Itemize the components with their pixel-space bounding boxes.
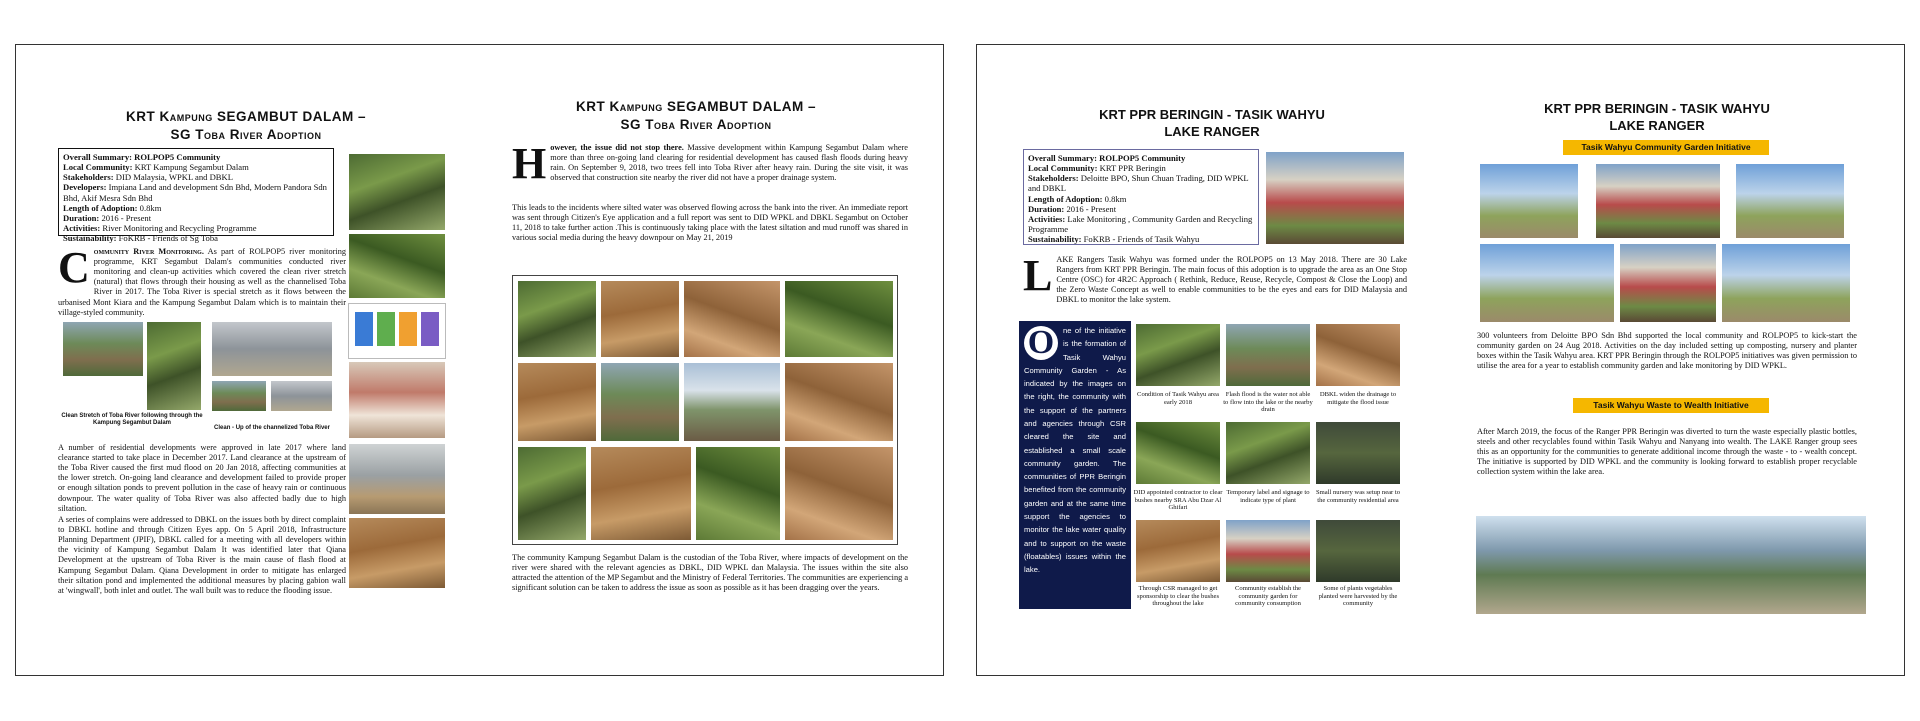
p1-photo-meeting [348, 361, 446, 439]
p3-local-value: KRT PPR Beringin [1099, 163, 1166, 174]
p4-photo-1 [1479, 163, 1579, 239]
p2-photo-9 [517, 446, 587, 541]
p1-stakeholders-label: Stakeholders: [63, 172, 114, 183]
p3-length-value: 0.8km [1104, 193, 1127, 204]
p2-photo-6 [600, 362, 680, 442]
p3-activities-label: Activities: [1028, 213, 1066, 224]
p1-photo-app-screens [348, 303, 446, 359]
p3-photo-4 [1135, 421, 1221, 485]
page3-title [1087, 107, 1337, 141]
p1-photo-cleanup-3 [270, 380, 333, 412]
page2-title-line1: KRT Kampung SEGAMBUT DALAM – [576, 99, 816, 114]
p1-para1: As part of ROLPOP5 river monitoring programme, KRT Segambut Dalam's communities conducted river monitoring and clean-up activities which covered the clean river stretch (natural) that flows through their housing as well as the channelised Toba River in 2017. The Toba River is special stretch as it flows between the urbanised Mont Kiara and the Kampung Segambut Dalam which is to maintain their village-styled community. [58, 247, 346, 317]
page2-title [536, 98, 856, 133]
page4-title [1532, 101, 1782, 135]
page1-title [86, 108, 406, 143]
p1-activities-label: Activities: [63, 222, 101, 233]
p1-sustainability-value: FoKRB - Friends of Sg Toba [118, 233, 218, 244]
p3-activities-value: Lake Monitoring , Community Garden and Recycling Programme [1028, 213, 1253, 234]
p1-length-label: Length of Adoption: [63, 202, 138, 213]
p3-photo-8 [1225, 519, 1311, 583]
p1-local-label: Local Community: [63, 162, 133, 173]
page1-paragraph2: A number of residential developments were approved in late 2017 where land clearance started to take place in December 2017. Land clearance at the upstream of the Toba River caused the first mud flood on 20 Jan 2018, affecting communities at the lower stretch. On-going land clearance and development failed to provide proper or enough siltation ponds to prevent pollution in the case of heavy rain or continuous downpour. The water quality of Toba River was also affected badly due to high siltation. [58, 443, 346, 513]
page1-intro-paragraph [58, 243, 346, 318]
p1-caption-clean-stretch: Clean Stretch of Toba River following through the Kampung Segambut Dalam [61, 413, 203, 426]
p3-caption-8: Community establish the community garden for community consumption [1235, 585, 1301, 608]
p3-photo-2 [1225, 323, 1311, 387]
p1-photo-forest [348, 233, 446, 299]
p3-duration-value: 2016 - Present [1066, 203, 1117, 214]
p3-photo-1 [1135, 323, 1221, 387]
page4-paragraph1: 300 volunteers from Deloitte BPO Sdn Bhd supported the local community and ROLPOP5 to kick-start the community garden on 24 Aug 2018. Activities on the day included setting up composting, nursery and planter boxes within the Tasik Wahyu area. KRT PPR Beringin through the ROLPOP5 initiatives was given permission to utilise the area for a year to establish community garden and lake monitoring by DID WPKL. [1477, 331, 1857, 371]
page4-title-line1: KRT PPR BERINGIN - TASIK WAHYU [1544, 101, 1770, 116]
p1-activities-value: River Monitoring and Recycling Programme [102, 222, 257, 233]
p3-duration-label: Duration: [1028, 203, 1065, 214]
p2-photo-5 [517, 362, 597, 442]
left-spread [15, 44, 944, 676]
p3-caption-3: DBKL widen the drainage to mitigate the flood issue [1319, 391, 1397, 406]
p1-photo-cleanup-2 [211, 380, 267, 412]
p3-caption-2: Flash flood is the water not able to flow into the lake or the nearby drain [1223, 391, 1313, 414]
page2-paragraph1 [512, 139, 908, 188]
p3-box-dropcap: O [1024, 326, 1058, 360]
p3-photo-rangers-group [1265, 151, 1405, 245]
p3-photo-5 [1225, 421, 1311, 485]
p3-photo-9 [1315, 519, 1401, 583]
p3-caption-4: DID appointed contractor to clear bushes nearby SRA Abu Dzar Al Ghifari [1133, 489, 1223, 512]
p1-photo-clean-stretch-1 [62, 321, 144, 377]
p1-photo-gabion-wall [348, 443, 446, 515]
p1-photo-creek [348, 153, 446, 231]
p1-overall-label: Overall Summary: ROLPOP5 Community [63, 152, 221, 162]
right-spread [976, 44, 1905, 676]
p2-para1: Massive development within Kampung Segambut Dalam where more than three on-going land clearing for residential development has caused flash floods during heavy rain. On September 9, 2018, two trees fell into Toba River after heavy rain. During the site visit, it was observed that construction site nearby the river did not have a proper drainage system. [550, 143, 908, 183]
page1-title-line2: SG Toba River Adoption [170, 126, 322, 142]
page1-summary-box [58, 148, 334, 244]
p3-stakeholders-label: Stakeholders: [1028, 173, 1079, 184]
p3-sustainability-value: FoKRB - Friends of Tasik Wahyu [1083, 234, 1200, 245]
p2-photo-1 [517, 280, 597, 358]
p1-developers-label: Developers: [63, 182, 107, 193]
p1-dropcap: C [58, 243, 90, 292]
page2-title-line2: SG Toba River Adoption [620, 116, 772, 132]
p2-photo-10 [590, 446, 692, 541]
p4-photo-5 [1619, 243, 1717, 323]
p3-caption-1: Condition of Tasik Wahyu area early 2018 [1137, 391, 1219, 406]
page3-title-line1: KRT PPR BERINGIN - TASIK WAHYU [1099, 107, 1325, 122]
p1-local-value: KRT Kampung Segambut Dalam [134, 162, 249, 173]
p2-para1-lead: owever, the issue did not stop there. [550, 143, 684, 152]
p2-photo-8 [784, 362, 894, 442]
p3-box-text: ne of the initiative is the formation of Tasik Wahyu Community Garden - As indicated by the images on the right, the community with the support of the partners and agencies through CSR cleared the site and established a small scale community garden. The communities of PPR Beringin benefited from the community garden and at the same time support the agencies to monitor the lake water quality and to support on the waste (floatables) issues within the lake. [1024, 326, 1126, 575]
page3-community-garden-box [1019, 321, 1131, 609]
p3-caption-7: Through CSR managed to get sponsorship to clear the bushes throughout the lake [1136, 585, 1220, 608]
page3-paragraph1 [1023, 251, 1407, 306]
p1-para1-lead: ommunity River Monitoring. [93, 247, 204, 256]
p1-duration-label: Duration: [63, 212, 100, 223]
p1-stakeholders-value: DID Malaysia, WPKL and DBKL [115, 172, 233, 183]
p2-photo-7 [683, 362, 781, 442]
p3-photo-6 [1315, 421, 1401, 485]
p4-photo-6 [1721, 243, 1851, 323]
p2-photo-11 [695, 446, 781, 541]
p3-length-label: Length of Adoption: [1028, 193, 1103, 204]
page4-banner-community-garden: Tasik Wahyu Community Garden Initiative [1563, 140, 1769, 155]
p3-caption-5: Temporary label and signage to indicate type of plant [1226, 489, 1310, 504]
p1-sustainability-label: Sustainability: [63, 233, 117, 244]
page1-paragraph3: A series of complains were addressed to DBKL on the issues both by direct complaint to DBKL hotline and through Citizen Eyes app. On 5 April 2018, Infrastructure Planning Department (JPIF), DBKL called for a meeting with all developers within the vicinity of Kampung Segambut Dalam It was identified later that Qiana Development at the upstream of Toba River is the main cause of flash flood at Kampung Segambut Dalam. Qiana Development in order to mitigate has enlarged their siltation pond and implemented the additional measures by placing gabion wall at 'wingwall', both inlet and outlet. The wall built was to reduce the flooding issue. [58, 515, 346, 595]
p3-overall-label: Overall Summary: ROLPOP5 Community [1028, 153, 1186, 163]
p1-caption-cleanup: Clean - Up of the channelized Toba River [214, 425, 330, 431]
p4-photo-2 [1595, 163, 1721, 239]
p3-stakeholders-value: Deloitte BPO, Shun Chuan Trading, DID WPKL and DBKL [1028, 173, 1249, 194]
page2-paragraph2: This leads to the incidents where silted water was observed flowing across the bank into the river. An immediate report was sent through Citizen's Eye application and a full report was sent to DID WPKL and DBKL Segambut on October 11, 2018 to take further action .This is continuously taking place with the latest siltation and mud runoff was shared in various social media during the heavy downpour on May 21, 2019 [512, 203, 908, 243]
p3-local-label: Local Community: [1028, 163, 1098, 174]
p1-photo-clean-stretch-2 [146, 321, 202, 411]
p3-photo-3 [1315, 323, 1401, 387]
page4-paragraph2: After March 2019, the focus of the Ranger PPR Beringin was diverted to turn the waste especially plastic bottles, steels and other recyclables found within Tasik Wahyu and Nanyang into wealth. The LAKE Ranger group sees this as an opportunity for the communities to generate additional income through the waste - to - wealth concept. The initiative is supported by DID WPKL and the community is looking forward to establish proper recyclable collection system within the lake area. [1477, 427, 1857, 477]
page4-title-line2: LAKE RANGER [1609, 117, 1705, 133]
p1-photo-construction [348, 517, 446, 589]
p3-caption-9: Some of plants vegetables planted were harvested by the community [1318, 585, 1398, 608]
p3-caption-6: Small nursery was setup near to the community residential area [1315, 489, 1401, 504]
p3-sustainability-label: Sustainability: [1028, 234, 1082, 245]
p4-photo-lake-panorama [1475, 515, 1867, 615]
p3-para1: AKE Rangers Tasik Wahyu was formed under the ROLPOP5 on 13 May 2018. There are 30 Lake Rangers from KRT PPR Beringin. The main focus of this adoption is to upgrade the area as an One Stop Centre (OSC) for 4R2C Approach ( Rethink, Reduce, Reuse, Recycle, Compost & Close the Loop) and the Zero Waste Concept as well to enable communities to be the eyes and ears for DID Malaysia and DBKL to monitor the lake system. [1056, 255, 1407, 305]
p2-photo-3 [683, 280, 781, 358]
p2-photo-4 [784, 280, 894, 358]
page3-summary-box [1023, 149, 1259, 245]
page4-banner-waste-to-wealth: Tasik Wahyu Waste to Wealth Initiative [1573, 398, 1769, 413]
page2-photo-grid [512, 275, 898, 545]
p1-length-value: 0.8km [139, 202, 162, 213]
p3-dropcap: L [1023, 251, 1053, 300]
p3-photo-7 [1135, 519, 1221, 583]
p4-photo-4 [1479, 243, 1615, 323]
page2-paragraph3: The community Kampung Segambut Dalam is the custodian of the Toba River, where impacts of development on the river were shared with the relevant agencies as DBKL, DID WPKL dan Malaysia. The issues within the site also attracted the attention of the MP Segambut and the Ministry of Federal Territories. The communities are experiencing a significant solution can be taken to address the issue as soon as possible as it has been dragging over the years. [512, 553, 909, 593]
page3-title-line2: LAKE RANGER [1164, 123, 1260, 139]
p2-photo-12 [784, 446, 894, 541]
p2-photo-2 [600, 280, 680, 358]
p4-photo-3 [1735, 163, 1845, 239]
page1-title-line1: KRT Kampung SEGAMBUT DALAM – [126, 109, 366, 124]
p1-duration-value: 2016 - Present [101, 212, 152, 223]
p2-dropcap: H [512, 139, 547, 188]
p1-photo-cleanup-1 [211, 321, 333, 377]
p1-developers-value: Impiana Land and development Sdn Bhd, Modern Pandora Sdn Bhd, Akif Mesra Sdn Bhd [63, 182, 327, 203]
